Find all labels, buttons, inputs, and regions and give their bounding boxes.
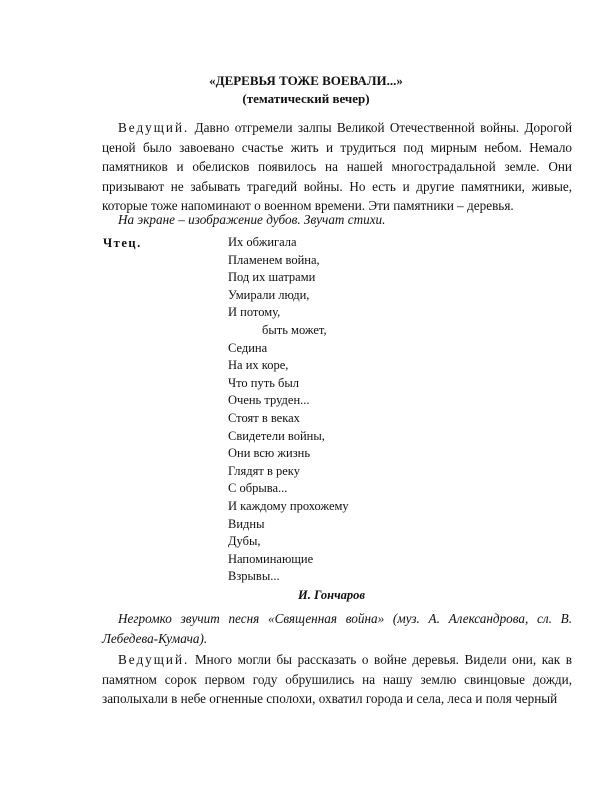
- poem-line: Свидетели войны,: [228, 428, 325, 443]
- poem-line: И потому,: [228, 305, 281, 320]
- poem-line: Умирали люди,: [228, 287, 310, 302]
- poem-line: Пламенем война,: [228, 252, 320, 267]
- poem-line: Очень труден...: [228, 393, 310, 408]
- poem-line: Взрывы...: [228, 569, 280, 584]
- poem-line: Глядят в реку: [228, 463, 300, 478]
- document-title: «ДЕРЕВЬЯ ТОЖЕ ВОЕВАЛИ...»: [209, 73, 403, 88]
- poem-line: Дубы,: [228, 534, 261, 549]
- document-subtitle: (тематический вечер): [242, 91, 370, 106]
- poem-line: С обрыва...: [228, 481, 288, 496]
- poem-line: Напоминающие: [228, 551, 314, 566]
- stage-direction-screen: На экране – изображение дубов. Звучат стихи.: [118, 212, 386, 227]
- speaker-label: Ведущий.: [118, 652, 190, 667]
- poem: [228, 234, 349, 586]
- intro-text: Давно отгремели залпы Великой Отечественной войны. Дорогой ценой было завоевано счастье жить и трудиться под мирным небом. Немало памятников и обелисков появилось на нашей многострадальной земле. Они призывают не забывать трагедий войны. Но есть и другие памятники, живые, которые тоже напоминают о военном времени. Эти памятники – деревья.: [102, 120, 572, 213]
- poem-author: И. Гончаров: [298, 588, 365, 602]
- second-text: Много могли бы рассказать о войне деревья. Видели они, как в памятном сорок первом году обрушились на нашу землю свинцовые дожди, заполыхали в небе огненные сполохи, охватил города и села, леса и поля черный: [102, 652, 572, 706]
- poem-line: Они всю жизнь: [228, 446, 311, 461]
- speaker-label: Ведущий.: [118, 120, 190, 135]
- poem-line: Стоят в веках: [228, 410, 300, 425]
- intro-paragraph: [102, 118, 572, 216]
- poem-line: Седина: [228, 340, 268, 355]
- poem-line: Что путь был: [228, 375, 300, 390]
- stage-direction-song: Негромко звучит песня «Священная война» (муз. А. Александрова, сл. В. Лебедева-Кумача).: [102, 611, 572, 646]
- poem-line: Видны: [228, 516, 265, 531]
- poem-line: быть может,: [262, 322, 327, 337]
- poem-line: И каждому прохожему: [228, 498, 349, 513]
- reader-label: Чтец.: [103, 236, 142, 250]
- poem-line: Их обжигала: [228, 235, 297, 249]
- poem-line: Под их шатрами: [228, 270, 316, 285]
- poem-line: На их коре,: [228, 358, 289, 373]
- second-paragraph: [102, 650, 572, 709]
